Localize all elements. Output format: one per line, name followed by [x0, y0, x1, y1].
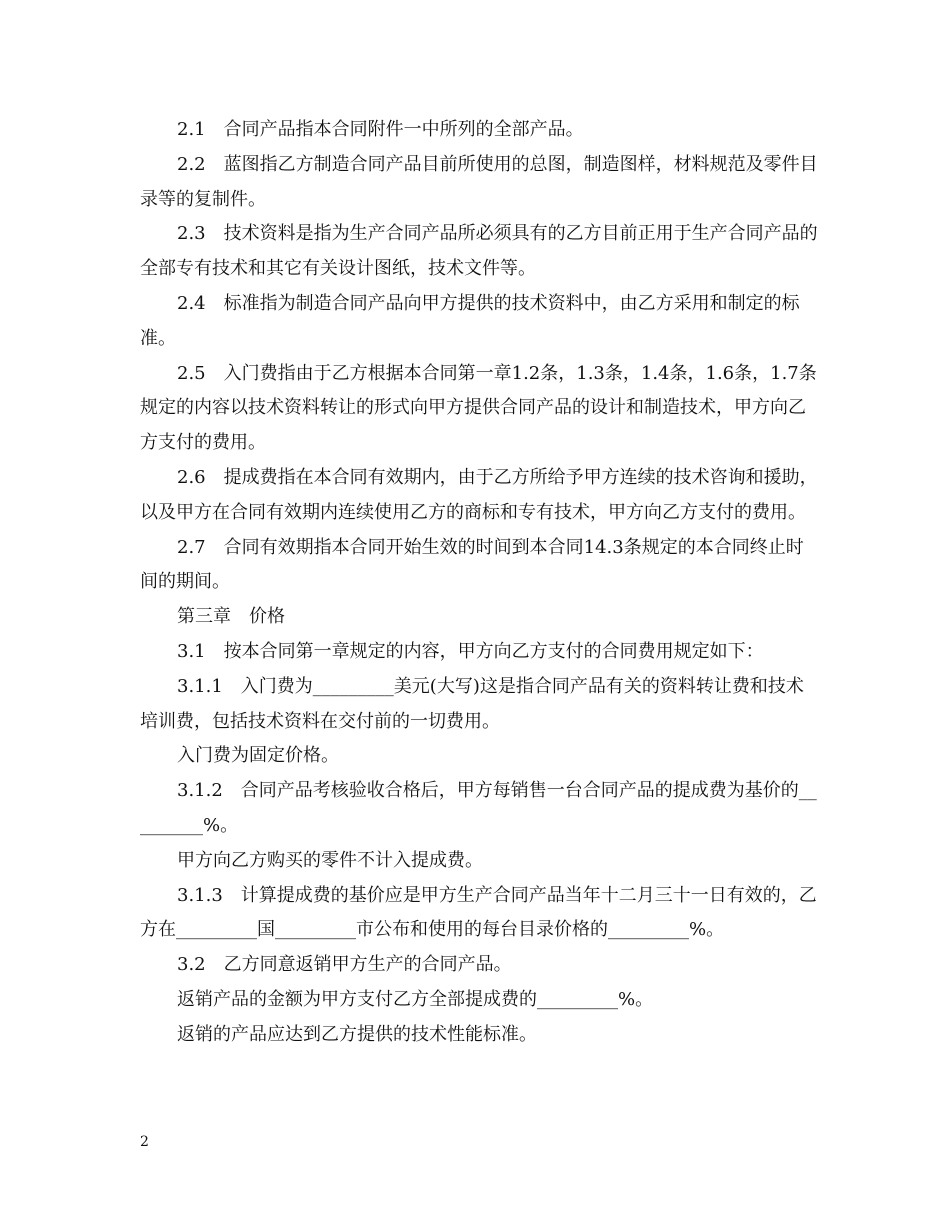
paragraph-3-1: 3.1 按本合同第一章规定的内容，甲方向乙方支付的合同费用规定如下： — [177, 640, 764, 662]
page-number: 2 — [140, 1134, 149, 1150]
paragraph-3-1-1: 3.1.1 入门费为_________美元(大写)这是指合同产品有关的资料转让费和技术培训费，包括技术资料在交付前的一切费用。 — [140, 675, 804, 732]
document-body — [140, 113, 820, 1053]
paragraph-entry-fee-fixed: 入门费为固定价格。 — [177, 745, 339, 767]
paragraph-2-2: 2.2 蓝图指乙方制造合同产品目前所使用的总图，制造图样，材料规范及零件目录等的复制件。 — [140, 153, 818, 210]
paragraph-3-2: 3.2 乙方同意返销甲方生产的合同产品。 — [177, 954, 512, 976]
paragraph-buyback-standard: 返销的产品应达到乙方提供的技术性能标准。 — [177, 1023, 537, 1045]
paragraph-2-1: 2.1 合同产品指本合同附件一中所列的全部产品。 — [177, 119, 584, 140]
paragraph-3-1-2: 3.1.2 合同产品考核验收合格后，甲方每销售一台合同产品的提成费为基价的_________%。 — [140, 780, 817, 836]
chapter-3-heading: 第三章 价格 — [177, 606, 285, 628]
paragraph-2-7: 2.7 合同有效期指本合同开始生效的时间到本合同14.3条规定的本合同终止时间的期间。 — [140, 536, 804, 593]
paragraph-2-5: 2.5 入门费指由于乙方根据本合同第一章1.2条，1.3条，1.4条，1.6条，1.7条规定的内容以技术资料转让的形式向甲方提供合同产品的设计和制造技术，甲方向乙方支付的费用。 — [140, 362, 817, 454]
paragraph-2-4: 2.4 标准指为制造合同产品向甲方提供的技术资料中，由乙方采用和制定的标准。 — [140, 292, 800, 349]
paragraph-3-1-3: 3.1.3 计算提成费的基价应是甲方生产合同产品当年十二月三十一日有效的，乙方在_________国_________市公布和使用的每台目录价格的_________%。 — [140, 884, 817, 941]
paragraph-parts-excluded: 甲方向乙方购买的零件不计入提成费。 — [177, 849, 483, 871]
paragraph-buyback-amount: 返销产品的金额为甲方支付乙方全部提成费的_________%。 — [177, 988, 654, 1010]
paragraph-2-6: 2.6 提成费指在本合同有效期内，由于乙方所给予甲方连续的技术咨询和援助，以及甲方在合同有效期内连续使用乙方的商标和专有技术，甲方向乙方支付的费用。 — [140, 466, 818, 523]
paragraph-2-3: 2.3 技术资料是指为生产合同产品所必须具有的乙方目前正用于生产合同产品的全部专有技术和其它有关设计图纸，技术文件等。 — [140, 223, 818, 280]
